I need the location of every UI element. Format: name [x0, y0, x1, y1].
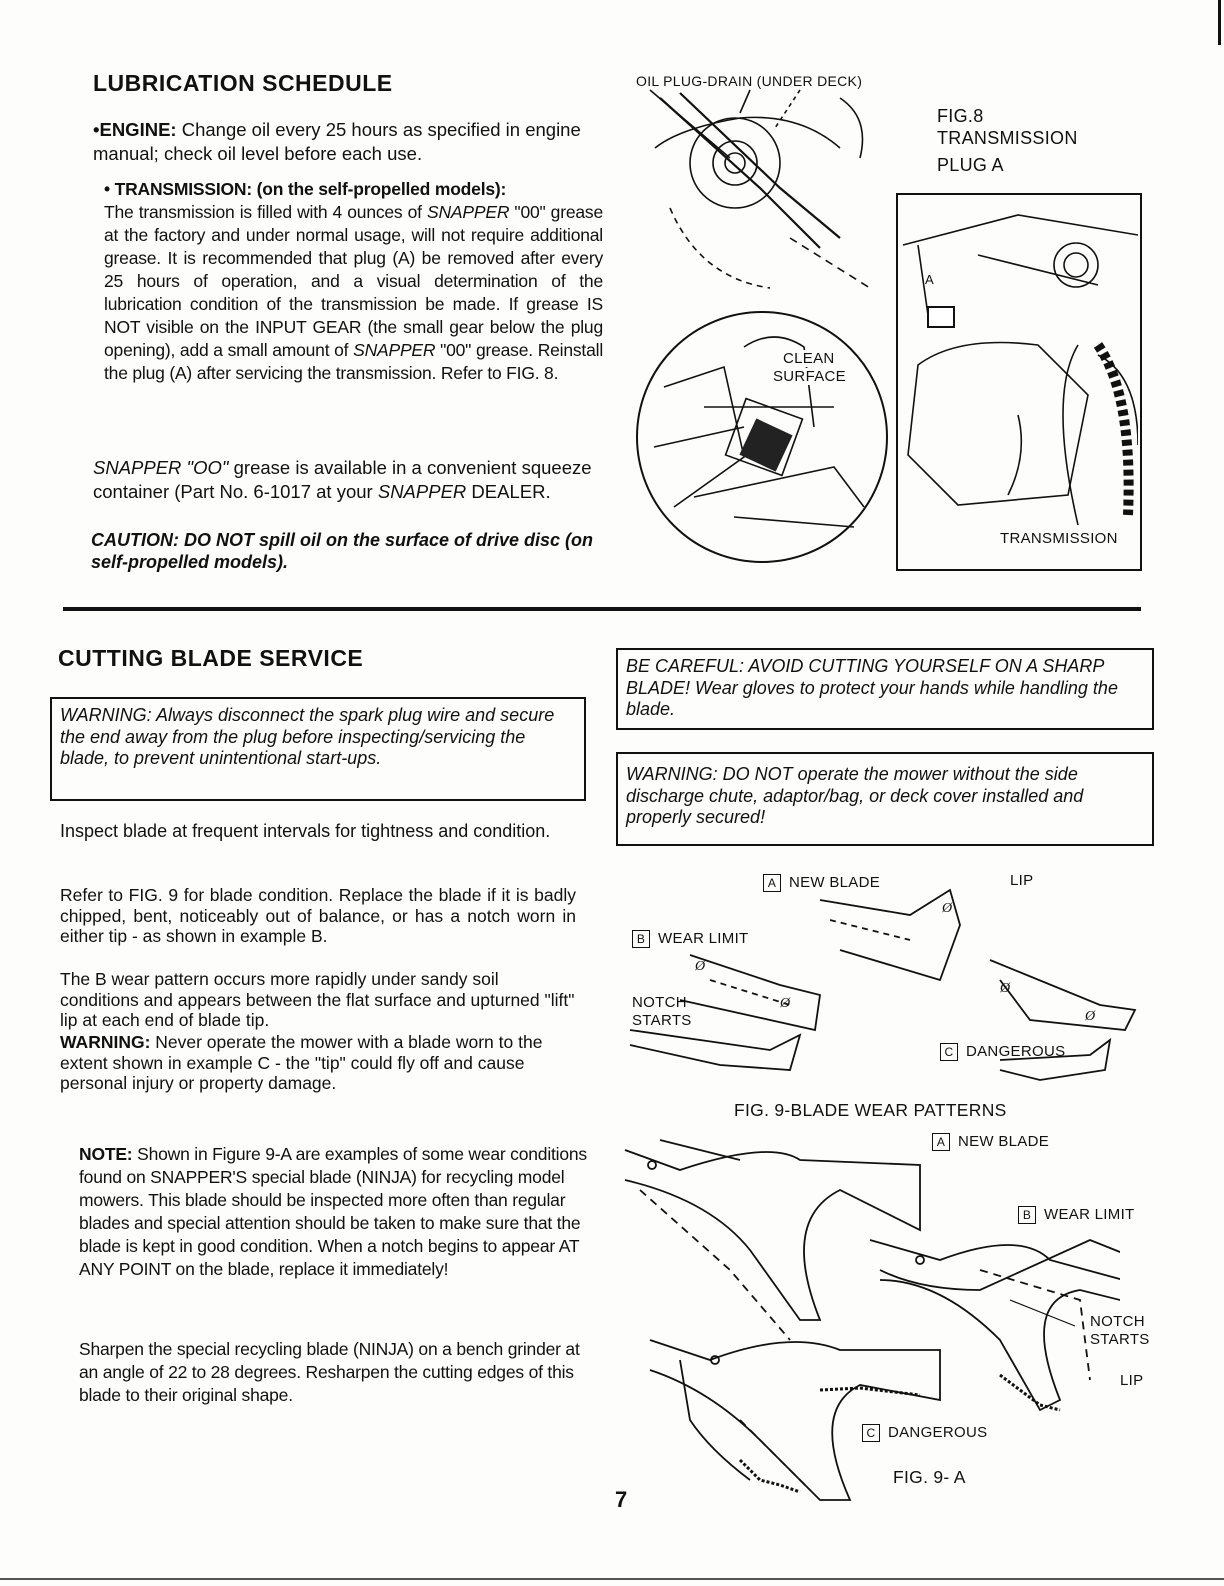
page-number: 7	[615, 1487, 628, 1512]
engine-text: Change oil every 25 hours as specified in engine manual; check oil level before each use.	[93, 119, 581, 164]
lubrication-heading: LUBRICATION SCHEDULE	[93, 70, 393, 96]
fig9a-lip-label: LIP	[1120, 1372, 1144, 1389]
grease-snapper: SNAPPER	[377, 480, 467, 502]
clean-surface-label-2: SURFACE	[773, 368, 846, 385]
warning-box-spark-plug: WARNING: Always disconnect the spark plug wire and secure the end away from the plug before inspecting/servicing the blade, to prevent unintentional start-ups.	[50, 697, 586, 801]
note-text: Shown in Figure 9-A are examples of some wear conditions found on SNAPPER'S special blade (NINJA) for recycling model mowers. This blade should be inspected more often than regular blades and special attention should be taken to make sure that the blade is kept in good condition. When a notch begins to appear AT ANY POINT on the blade, replace it immediately!	[79, 1144, 587, 1279]
fig9a-dangerous-text: DANGEROUS	[888, 1424, 988, 1441]
fig9-letter-c: C	[940, 1043, 958, 1061]
transmission-illustration	[898, 195, 1138, 567]
engine-paragraph	[93, 118, 613, 165]
snapper-brand-2: SNAPPER	[353, 340, 436, 360]
note-paragraph	[79, 1143, 589, 1281]
fig8-title-3: PLUG A	[937, 155, 1004, 175]
warning-label: WARNING:	[60, 1032, 151, 1052]
fig9-letter-b: B	[632, 930, 650, 948]
deck-underside-illustration	[640, 88, 880, 318]
right-edge-line	[1218, 0, 1221, 45]
oil-plug-label: OIL PLUG-DRAIN (UNDER DECK)	[636, 73, 863, 89]
fig9-caption: FIG. 9-BLADE WEAR PATTERNS	[734, 1100, 1007, 1120]
fig9-notch-label-2: STARTS	[632, 1012, 692, 1029]
fig9a-ninja-blade-illustration	[620, 1120, 1120, 1510]
warning-box-chute: WARNING: DO NOT operate the mower without the side discharge chute, adaptor/bag, or deck cover installed and properly secured!	[616, 752, 1154, 846]
refer-paragraph: Refer to FIG. 9 for blade condition. Replace the blade if it is badly chipped, bent, noticeably out of balance, or has a notch worn in either tip - as shown in example B.	[60, 885, 576, 946]
clean-surface-detail-illustration	[634, 307, 892, 569]
grease-text: grease is available in a convenient squeeze container (Part No. 6-1017 at your	[93, 457, 592, 502]
transmission-label: TRANSMISSION	[1000, 530, 1118, 547]
fig9-notch-label-1: NOTCH	[632, 994, 687, 1011]
fig9-new-blade-text: NEW BLADE	[789, 874, 881, 891]
grease-paragraph	[93, 456, 613, 503]
fig9a-caption: FIG. 9- A	[893, 1467, 966, 1487]
bottom-edge-line	[0, 1578, 1224, 1580]
fig9-wear-limit-text: WEAR LIMIT	[658, 930, 749, 947]
svg-text:Ø: Ø	[1085, 1009, 1096, 1024]
fig9a-notch-label-1: NOTCH	[1090, 1313, 1145, 1330]
caution-text: CAUTION: DO NOT spill oil on the surface of drive disc (on self-propelled models).	[91, 530, 594, 572]
svg-text:Ø: Ø	[780, 996, 791, 1011]
fig9a-wear-limit-text: WEAR LIMIT	[1044, 1206, 1135, 1223]
svg-text:Ø: Ø	[1000, 981, 1011, 996]
fig9a-letter-a: A	[932, 1133, 950, 1151]
fig9-blade-wear-illustration	[620, 860, 1140, 1090]
plug-a-letter: A	[925, 272, 934, 287]
warning-text: Never operate the mower with a blade worn to the extent shown in example C - the "tip" could fly off and cause personal injury or property damage.	[60, 1032, 543, 1093]
wear-pattern-paragraph: The B wear pattern occurs more rapidly under sandy soil conditions and appears between the flat surface and upturned "lift" lip at each end of blade tip.	[60, 969, 575, 1030]
fig8-title-1: FIG.8	[937, 106, 984, 126]
transmission-paragraph	[104, 178, 603, 385]
transmission-text-3: "00" grease. Reinstall the plug (A) after servicing the transmission. Refer to FIG. 8.	[104, 340, 604, 383]
svg-text:Ø: Ø	[942, 901, 953, 916]
fig9a-letter-b: B	[1018, 1206, 1036, 1224]
fig9a-notch-label-2: STARTS	[1090, 1331, 1150, 1348]
engine-label: •ENGINE:	[93, 119, 177, 140]
fig8-title-2: TRANSMISSION	[937, 128, 1078, 148]
fig9-letter-a: A	[763, 874, 781, 892]
grease-italic: SNAPPER "OO"	[93, 457, 229, 478]
fig9-dangerous-text: DANGEROUS	[966, 1043, 1066, 1060]
fig9-lip-label: LIP	[1010, 872, 1034, 889]
clean-surface-label-1: CLEAN	[783, 350, 835, 367]
transmission-text-2: "00" grease at the factory and under normal usage, will not require additional grease. It is recommended that plug (A) be removed after every 25 hours of operation, and a visual determination of the lubrication condition of the transmission be made. If grease IS NOT visible on the INPUT GEAR (the small gear below the plug opening), add a small amount of	[104, 202, 603, 360]
grease-end: DEALER.	[466, 480, 551, 502]
fig9a-letter-c: C	[862, 1424, 880, 1442]
svg-text:Ø: Ø	[695, 959, 706, 974]
note-label: NOTE:	[79, 1144, 133, 1164]
fig9a-new-blade-text: NEW BLADE	[958, 1133, 1050, 1150]
transmission-text-1: The transmission is filled with 4 ounces of	[104, 202, 428, 222]
inspect-paragraph: Inspect blade at frequent intervals for tightness and condition.	[60, 821, 551, 841]
transmission-label: • TRANSMISSION: (on the self-propelled models):	[104, 179, 507, 199]
section-divider	[63, 607, 1141, 611]
sharpen-paragraph: Sharpen the special recycling blade (NINJA) on a bench grinder at an angle of 22 to 28 degrees. Resharpen the cutting edges of this blade to their original shape.	[79, 1339, 580, 1405]
blade-heading: CUTTING BLADE SERVICE	[58, 645, 364, 671]
careful-box: BE CAREFUL: AVOID CUTTING YOURSELF ON A SHARP BLADE! Wear gloves to protect your hands while handling the blade.	[616, 648, 1154, 730]
snapper-brand-1: SNAPPER	[427, 202, 510, 222]
warning-paragraph	[60, 1032, 576, 1094]
